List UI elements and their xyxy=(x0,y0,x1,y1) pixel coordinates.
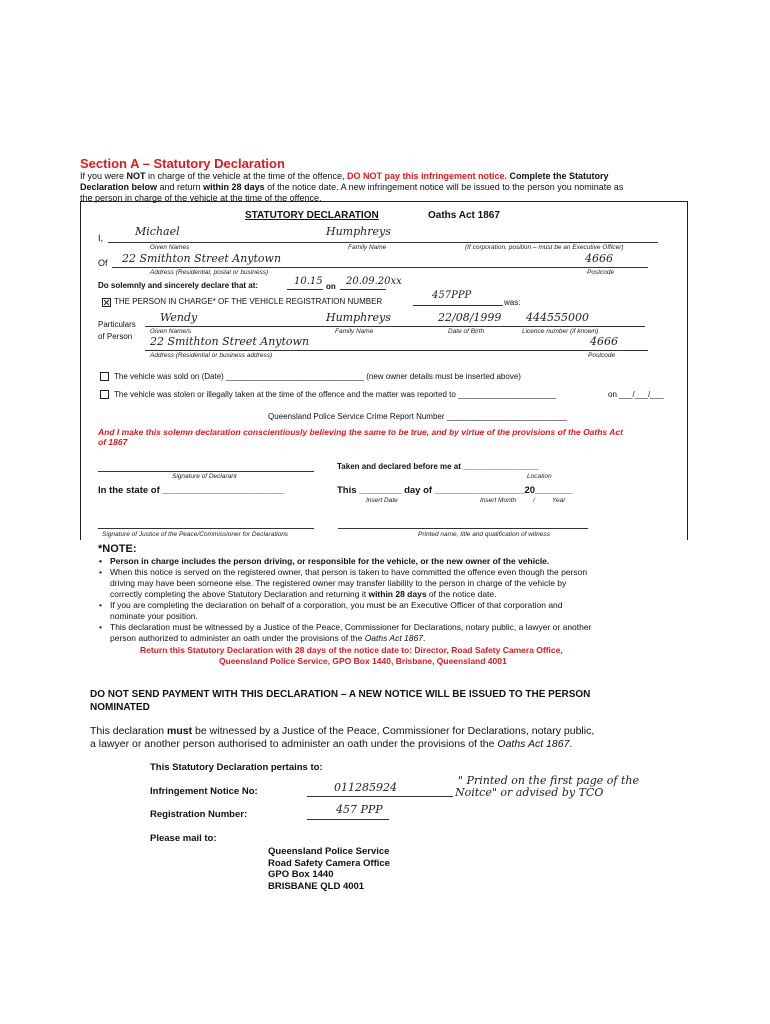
location-caption: Location xyxy=(527,473,552,480)
infringement-label: Infringement Notice No: xyxy=(150,786,258,797)
person-in-charge-text: THE PERSON IN CHARGE* OF THE VEHICLE REGISTRATION NUMBER xyxy=(114,297,383,306)
solemn-declaration-text-2: of 1867 xyxy=(98,437,128,447)
please-mail-label: Please mail to: xyxy=(150,833,217,844)
registration-number-field[interactable] xyxy=(307,819,389,820)
was-label: was: xyxy=(504,298,521,307)
given-name-value: Michael xyxy=(135,225,180,238)
address-value: 22 Smithton Street Anytown xyxy=(122,252,282,265)
witness-text: . xyxy=(569,738,573,750)
return-instructions-1: Return this Statutory Declaration with 28 days of the notice date to: Director, Road Safety Camera Office, xyxy=(140,645,563,655)
particulars-label: Particulars xyxy=(98,320,136,329)
note-item: • Person in charge includes the person driving, or responsible for the vehicle, or the new owner of the vehicle. xyxy=(108,556,698,567)
stolen-text: The vehicle was stolen or illegally taken at the time of the offence and the matter was reported to ______________________ xyxy=(114,390,556,399)
solemn-declaration-text: And I make this solemn declaration conscientiously believing the same to be true, and by virtue of the provisions of the Oaths Act xyxy=(98,427,623,437)
oaths-act-heading: Oaths Act 1867 xyxy=(428,210,500,221)
do-not-pay-text: DO NOT pay this infringement notice. xyxy=(347,171,508,181)
intro-text: Declaration below xyxy=(80,182,158,192)
mail-address-line-4: BRISBANE QLD 4001 xyxy=(268,881,365,892)
registration-value: 457PPP xyxy=(432,290,472,301)
declarant-signature-caption: Signature of Declarant xyxy=(172,473,237,480)
return-instructions-2: Queensland Police Service, GPO Box 1440, Brisbane, Queensland 4001 xyxy=(219,656,507,666)
intro-text: If you were xyxy=(80,171,127,181)
jp-signature-line[interactable] xyxy=(98,528,314,529)
intro-text: within 28 days xyxy=(203,182,265,192)
note-item-continuation xyxy=(108,578,698,589)
intro-line-3: the person in charge of the vehicle at the time of the offence. xyxy=(80,193,322,203)
person-licence-value: 444555000 xyxy=(526,311,589,324)
witness-text: This declaration xyxy=(90,725,168,737)
in-the-state-text: In the state of _______________________ xyxy=(98,485,284,496)
note-item-continuation xyxy=(108,611,698,622)
note-heading: *NOTE: xyxy=(98,543,137,555)
postcode-caption: Postcode xyxy=(587,269,615,276)
crime-report-text: Queensland Police Service Crime Report Number ___________________________ xyxy=(268,412,567,421)
note-text: nominate your position. xyxy=(110,611,198,621)
family-name-value: Humphreys xyxy=(326,225,391,238)
note-text: driving may have been someone else. The registered owner may transfer liability to the person in charge of the vehicle by xyxy=(110,578,567,588)
of-label: Of xyxy=(98,258,108,268)
insert-date-caption: Insert Date xyxy=(366,497,398,504)
family-name-caption: Family Name xyxy=(348,244,387,251)
person-family-value: Humphreys xyxy=(326,311,391,324)
date-value: 20.09.20xx xyxy=(346,276,402,287)
note-text: When this notice is served on the registered owner, that person is taken to have committed the offence even though the person xyxy=(110,567,588,577)
note-text-italic: Oaths Act 1867 xyxy=(364,633,423,643)
note-text: person authorized to administer an oath under the provisions of the xyxy=(110,633,365,643)
form-heading: STATUTORY DECLARATION xyxy=(245,210,379,221)
section-title: Section A – Statutory Declaration xyxy=(80,156,285,171)
time-line[interactable] xyxy=(287,289,323,290)
witness-text-bold: must xyxy=(167,725,193,737)
note-item-continuation xyxy=(108,589,698,600)
given-names-caption: Given Names xyxy=(150,244,190,251)
intro-text: Complete the Statutory xyxy=(507,171,609,181)
slash-caption: / xyxy=(533,497,535,504)
year-caption: Year xyxy=(552,497,566,504)
person-licence-caption: Licence number (if known) xyxy=(522,328,599,335)
person-dob-caption: Date of Birth xyxy=(448,328,485,335)
intro-text: and return xyxy=(157,182,204,192)
note-text: If you are completing the declaration on behalf of a corporation, you must be an Executive Officer of that corporation and xyxy=(110,600,563,610)
witness-text: a lawyer or another person authorised to administer an oath under the provisions of the xyxy=(90,738,498,750)
on-label: on xyxy=(326,282,336,291)
warning-line-1: DO NOT SEND PAYMENT WITH THIS DECLARATION – A NEW NOTICE WILL BE ISSUED TO THE PERSON xyxy=(90,689,591,700)
note-item xyxy=(108,600,698,611)
note-text: of the notice date. xyxy=(426,589,497,599)
name-line[interactable] xyxy=(108,242,658,243)
person-in-charge-checkbox[interactable] xyxy=(102,298,111,307)
warning-line-2: NOMINATED xyxy=(90,702,150,713)
note-item-continuation xyxy=(108,633,698,644)
infringement-number-field[interactable] xyxy=(307,796,453,797)
corporation-caption: (If corporation, position – must be an Executive Officer) xyxy=(465,244,624,251)
registration-number-value: 457 PPP xyxy=(336,803,383,816)
sold-checkbox[interactable] xyxy=(100,372,109,381)
this-day-text: This ________ day of _________________20_______ xyxy=(337,485,573,496)
stolen-on-date: on ___/___/___ xyxy=(608,390,664,399)
intro-text: in charge of the vehicle at the time of the offence, xyxy=(145,171,347,181)
witness-text: be witnessed by a Justice of the Peace, Commissioner for Declarations, notary public, xyxy=(192,725,595,737)
address-line[interactable] xyxy=(112,267,648,268)
time-value: 10.15 xyxy=(294,276,323,287)
person-details-line[interactable] xyxy=(145,326,645,327)
address-caption: Address (Residential, postal or business) xyxy=(150,269,269,276)
of-person-label: of Person xyxy=(98,332,133,341)
jp-signature-caption: Signature of Justice of the Peace/Commissioner for Declarations xyxy=(102,531,289,538)
mail-address-line-2: Road Safety Camera Office xyxy=(268,858,390,869)
witness-requirement-1 xyxy=(90,725,594,737)
person-postcode-caption: Postcode xyxy=(588,352,616,359)
person-postcode-value: 4666 xyxy=(590,335,618,348)
intro-line-2 xyxy=(80,182,623,192)
witness-name-line[interactable] xyxy=(338,528,588,529)
mail-address-line-1: Queensland Police Service xyxy=(268,846,390,857)
note-text-bold: within 28 days xyxy=(368,589,427,599)
intro-line-1 xyxy=(80,171,609,181)
mail-address-line-3: GPO Box 1440 xyxy=(268,869,334,880)
pertains-heading: This Statutory Declaration pertains to: xyxy=(150,762,323,773)
note-text: This declaration must be witnessed by a Justice of the Peace, Commissioner for Declarations, notary public, a lawyer or another xyxy=(110,622,592,632)
taken-declared-text: Taken and declared before me at _________________ xyxy=(337,462,539,471)
checkmark-icon xyxy=(103,299,110,306)
handwritten-note-1: " Printed on the first page of the xyxy=(458,774,640,787)
handwritten-note-2: Noitce" or advised by TCO xyxy=(455,786,604,799)
postcode-value: 4666 xyxy=(585,252,613,265)
insert-month-caption: Insert Month xyxy=(480,497,517,504)
solemnly-declare-text: Do solemnly and sincerely declare that at: xyxy=(98,281,259,290)
person-address-line[interactable] xyxy=(145,350,648,351)
note-item xyxy=(108,622,698,633)
witness-text-italic: Oaths Act 1867 xyxy=(497,738,570,750)
registration-number-label: Registration Number: xyxy=(150,809,248,820)
witness-name-caption: Printed name, title and qualification of witness xyxy=(418,531,550,538)
date-line[interactable] xyxy=(340,289,386,290)
person-address-caption: Address (Residential or business address) xyxy=(150,352,273,359)
intro-not: NOT xyxy=(126,171,146,181)
sold-text: The vehicle was sold on (Date) _______________________________ (new owner details must be inserted above) xyxy=(114,372,521,381)
person-family-caption: Family Name xyxy=(335,328,374,335)
note-list xyxy=(98,556,698,644)
declarant-signature-line[interactable] xyxy=(98,471,314,472)
i-label: I, xyxy=(98,233,104,243)
witness-requirement-2 xyxy=(90,738,572,750)
infringement-number-value: 011285924 xyxy=(334,781,397,794)
person-address-value: 22 Smithton Street Anytown xyxy=(150,335,310,348)
registration-line[interactable] xyxy=(413,305,503,306)
note-text: correctly completing the above Statutory Declaration and returning it xyxy=(110,589,369,599)
intro-text: of the notice date. A new infringement notice will be issued to the person you nominate as xyxy=(264,182,624,192)
stolen-checkbox[interactable] xyxy=(100,390,109,399)
note-text: . xyxy=(422,633,426,643)
person-dob-value: 22/08/1999 xyxy=(438,311,502,324)
note-item xyxy=(108,567,698,578)
person-given-caption: Given Name/s xyxy=(150,328,192,335)
person-given-value: Wendy xyxy=(160,311,198,324)
